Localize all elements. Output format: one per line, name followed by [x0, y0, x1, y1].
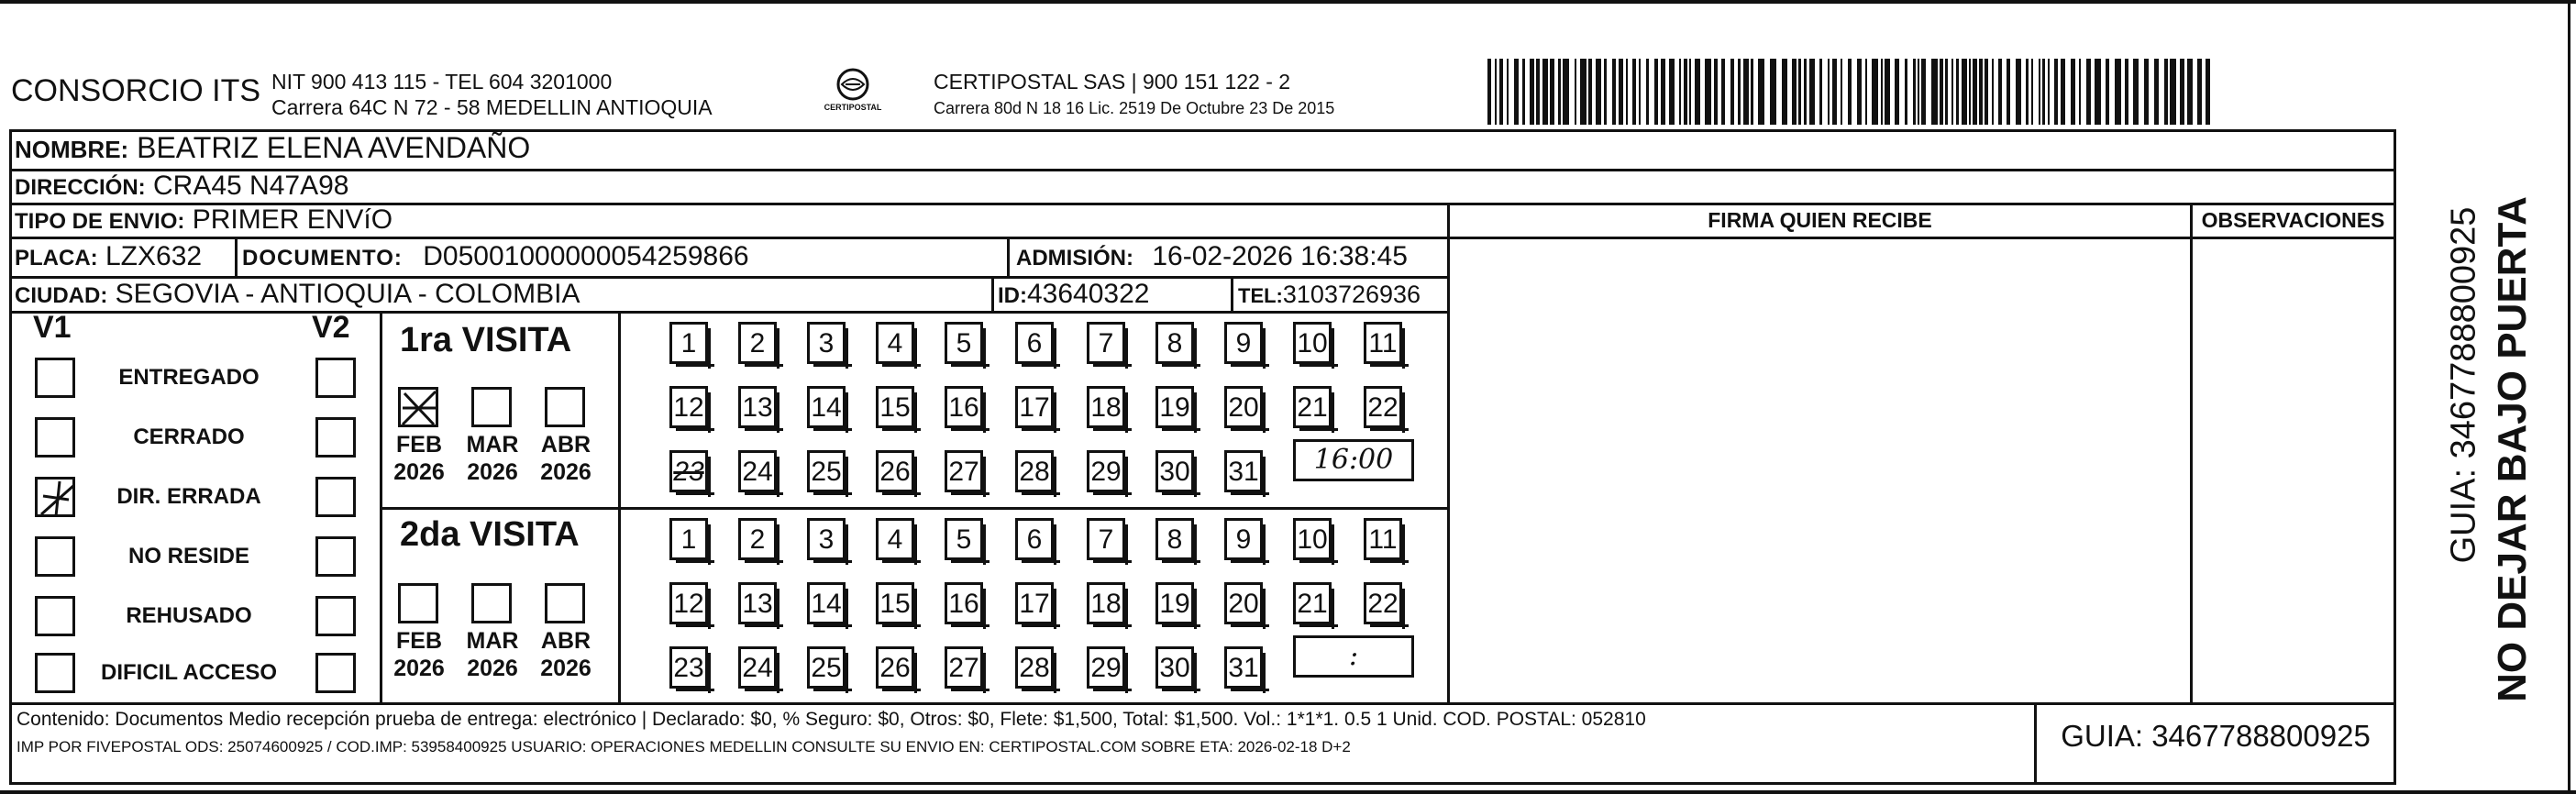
plate-value: LZX632 — [105, 241, 203, 271]
day-box[interactable]: 23 — [669, 646, 708, 689]
barcode-bar — [2016, 59, 2021, 125]
barcode-bar — [1881, 59, 1883, 125]
shipping-type-row — [15, 204, 392, 237]
visit2-title: 2da VISITA — [400, 515, 580, 554]
day-box[interactable]: 9 — [1224, 518, 1263, 560]
logo-text: CERTIPOSTAL — [824, 103, 882, 112]
address-row — [15, 171, 348, 204]
check-mark-icon — [401, 390, 437, 426]
day-box[interactable]: 5 — [945, 322, 983, 364]
day-box[interactable]: 24 — [738, 450, 777, 492]
barcode-bar — [1921, 59, 1926, 125]
day-box[interactable]: 26 — [876, 646, 914, 689]
barcode-bar — [1705, 59, 1711, 125]
name-value: BEATRIZ ELENA AVENDAÑO — [137, 131, 531, 164]
barcode-bar — [1979, 59, 1983, 125]
visit-month-label: ABR — [540, 432, 591, 458]
barcode-bar — [1782, 59, 1787, 125]
barcode-bar — [2079, 59, 2081, 125]
day-box[interactable]: 31 — [1224, 646, 1263, 689]
barcode-bar — [2154, 59, 2159, 125]
barcode-bar — [1945, 59, 1948, 125]
city-field — [15, 279, 580, 310]
barcode-bar — [1758, 59, 1764, 125]
document-value: D05001000000054259866 — [423, 241, 749, 271]
v2-label: V2 — [312, 310, 350, 345]
admission-field — [1016, 241, 1408, 272]
day-box[interactable]: 19 — [1155, 582, 1194, 624]
main-left-line — [9, 129, 12, 785]
status-v2-checkbox[interactable] — [315, 358, 356, 398]
barcode-bar — [1913, 59, 1916, 125]
shipping-type-value: PRIMER ENVíO — [192, 204, 393, 235]
company-nit: NIT 900 413 115 - TEL 604 3201000 — [271, 70, 613, 94]
day-box[interactable]: 17 — [1015, 582, 1054, 624]
barcode-bar — [1626, 59, 1628, 125]
visit-month-label: FEB — [396, 432, 442, 458]
barcode-bar — [2039, 59, 2040, 125]
visit-time-box[interactable]: : — [1293, 635, 1414, 678]
divider-signature — [1447, 203, 1450, 704]
day-box[interactable]: 24 — [738, 646, 777, 689]
visit-month-checkbox[interactable] — [471, 387, 512, 427]
visit-month-label: FEB — [396, 628, 442, 654]
barcode-bar — [1714, 59, 1718, 125]
barcode-bar — [1973, 59, 1977, 125]
admission-label: ADMISIÓN: — [1016, 246, 1133, 270]
barcode-bar — [2144, 59, 2149, 125]
status-option-label: REHUSADO — [126, 603, 252, 628]
barcode-bar — [1819, 59, 1822, 125]
status-v2-checkbox[interactable] — [315, 477, 356, 517]
barcode-bar — [1580, 59, 1587, 125]
status-option-label: DIFICIL ACCESO — [100, 660, 277, 685]
row-line-5 — [9, 311, 1449, 314]
barcode-bar — [1695, 59, 1700, 125]
day-box[interactable]: 21 — [1293, 386, 1332, 428]
document-label: DOCUMENTO: — [242, 246, 403, 270]
day-box[interactable]: 11 — [1364, 322, 1402, 364]
day-box[interactable]: 25 — [807, 646, 846, 689]
barcode-bar — [1792, 59, 1797, 125]
certipostal-logo — [812, 66, 894, 121]
day-box[interactable]: 30 — [1155, 646, 1194, 689]
day-box[interactable]: 29 — [1087, 646, 1125, 689]
barcode-bar — [1956, 59, 1959, 125]
barcode-bar — [2031, 59, 2033, 125]
address-value: CRA45 N47A98 — [153, 171, 349, 201]
day-box[interactable]: 28 — [1015, 646, 1054, 689]
visit-month-checkbox[interactable] — [398, 387, 438, 427]
barcode — [1487, 59, 2214, 125]
barcode-bar — [2187, 59, 2193, 125]
day-box[interactable]: 1 — [669, 322, 708, 364]
carrier-address: Carrera 80d N 18 16 Lic. 2519 De Octubre 23 De 2015 — [934, 99, 1335, 117]
divider-admission — [1007, 237, 1010, 276]
barcode-bar — [1563, 59, 1569, 125]
day-box[interactable]: 8 — [1155, 322, 1194, 364]
barcode-bar — [1865, 59, 1867, 125]
signature-header: FIRMA QUIEN RECIBE — [1708, 208, 1932, 232]
visit-month-year: 2026 — [467, 656, 518, 681]
visit-month-label: ABR — [540, 628, 591, 654]
barcode-bar — [1536, 59, 1540, 125]
status-v1-checkbox[interactable] — [35, 477, 75, 517]
barcode-bar — [1962, 59, 1967, 125]
barcode-bar — [1770, 59, 1776, 125]
visit-month-year: 2026 — [540, 459, 591, 485]
day-box[interactable]: 15 — [876, 582, 914, 624]
barcode-bar — [1992, 59, 1994, 125]
barcode-bar — [1809, 59, 1815, 125]
day-box[interactable]: 11 — [1364, 518, 1402, 560]
status-v1-checkbox[interactable] — [35, 417, 75, 458]
day-box[interactable]: 12 — [669, 582, 708, 624]
barcode-bar — [2086, 59, 2091, 125]
status-option-label: ENTREGADO — [118, 365, 260, 390]
side-notice: NO DEJAR BAJO PUERTA — [2490, 196, 2535, 702]
day-box[interactable]: 2 — [738, 322, 777, 364]
bottom-border — [0, 790, 2576, 794]
main-right-line — [2394, 129, 2396, 785]
barcode-bar — [1857, 59, 1862, 125]
divider-tel — [1231, 276, 1233, 311]
status-option-label: CERRADO — [133, 425, 245, 449]
barcode-bar — [1738, 59, 1741, 125]
barcode-bar — [1604, 59, 1607, 125]
barcode-bar — [2071, 59, 2075, 125]
barcode-bar — [1654, 59, 1658, 125]
barcode-bar — [1872, 59, 1878, 125]
day-box[interactable]: 14 — [807, 386, 846, 428]
barcode-bar — [2095, 59, 2101, 125]
day-box[interactable]: 20 — [1224, 582, 1263, 624]
barcode-bar — [2026, 59, 2029, 125]
top-border — [0, 0, 2576, 4]
side-guide: GUIA: 3467788800925 — [2444, 206, 2483, 564]
barcode-bar — [1679, 59, 1681, 125]
day-box[interactable]: 3 — [807, 322, 846, 364]
day-box[interactable]: 5 — [945, 518, 983, 560]
barcode-bar — [1905, 59, 1907, 125]
status-v1-checkbox[interactable] — [35, 536, 75, 577]
day-box[interactable]: 4 — [876, 518, 914, 560]
id-value: 43640322 — [1027, 279, 1150, 309]
day-box[interactable]: 12 — [669, 386, 708, 428]
tel-field — [1238, 281, 1421, 309]
day-box[interactable]: 27 — [945, 450, 983, 492]
name-row — [15, 131, 530, 168]
city-value: SEGOVIA - ANTIOQUIA - COLOMBIA — [115, 279, 580, 309]
barcode-bar — [1798, 59, 1801, 125]
barcode-bar — [1684, 59, 1687, 125]
carrier-name: CERTIPOSTAL SAS | 900 151 122 - 2 — [934, 70, 1291, 94]
barcode-bar — [1931, 59, 1938, 125]
check-mark-icon — [38, 480, 78, 520]
name-label: NOMBRE: — [15, 136, 129, 163]
day-box[interactable]: 1 — [669, 518, 708, 560]
visit-month-checkbox[interactable] — [545, 387, 585, 427]
barcode-bar — [1619, 59, 1623, 125]
visit-month-year: 2026 — [467, 459, 518, 485]
day-box[interactable]: 4 — [876, 322, 914, 364]
barcode-bar — [2042, 59, 2045, 125]
day-box[interactable]: 29 — [1087, 450, 1125, 492]
barcode-bar — [2180, 59, 2184, 125]
status-v2-checkbox[interactable] — [315, 417, 356, 458]
footer-guide: GUIA: 3467788800925 — [2061, 719, 2371, 753]
day-box[interactable]: 17 — [1015, 386, 1054, 428]
divider-footer-guide — [2034, 702, 2037, 782]
id-field — [998, 279, 1149, 310]
plate-label: PLACA: — [15, 246, 98, 270]
day-box[interactable]: 31 — [1224, 450, 1263, 492]
barcode-bar — [1669, 59, 1675, 125]
divider-observations — [2190, 203, 2193, 704]
id-label: ID: — [998, 283, 1027, 308]
visit-month-label: MAR — [466, 628, 519, 654]
barcode-bar — [1885, 59, 1890, 125]
day-box[interactable]: 16 — [945, 386, 983, 428]
barcode-bar — [1632, 59, 1636, 125]
status-v1-checkbox[interactable] — [35, 358, 75, 398]
day-box[interactable]: 28 — [1015, 450, 1054, 492]
status-option-label: NO RESIDE — [127, 544, 250, 568]
barcode-bar — [1575, 59, 1576, 125]
status-v2-checkbox[interactable] — [315, 653, 356, 693]
main-bottom-line — [9, 782, 2396, 785]
day-box[interactable]: 8 — [1155, 518, 1194, 560]
day-box[interactable]: 16 — [945, 582, 983, 624]
barcode-bar — [1951, 59, 1953, 125]
visit-month-checkbox[interactable] — [471, 583, 512, 623]
day-box[interactable]: 25 — [807, 450, 846, 492]
barcode-bar — [1969, 59, 1971, 125]
barcode-bar — [1721, 59, 1725, 125]
day-box[interactable]: 30 — [1155, 450, 1194, 492]
v1-label: V1 — [33, 310, 72, 345]
day-box[interactable]: 6 — [1015, 322, 1054, 364]
status-v2-checkbox[interactable] — [315, 596, 356, 636]
barcode-bar — [1558, 59, 1561, 125]
day-box[interactable]: 10 — [1293, 518, 1332, 560]
divider-id — [991, 276, 994, 311]
admission-value: 16-02-2026 16:38:45 — [1152, 241, 1408, 271]
visit-time-box[interactable]: 16:00 — [1293, 439, 1414, 481]
barcode-bar — [1596, 59, 1601, 125]
barcode-bar — [1514, 59, 1519, 125]
status-v2-checkbox[interactable] — [315, 536, 356, 577]
barcode-bar — [1940, 59, 1943, 125]
document-field — [242, 241, 749, 272]
barcode-bar — [2007, 59, 2010, 125]
day-box[interactable]: 3 — [807, 518, 846, 560]
address-label: DIRECCIÓN: — [15, 175, 146, 200]
barcode-bar — [2106, 59, 2109, 125]
tel-label: TEL: — [1238, 284, 1283, 307]
company-address: Carrera 64C N 72 - 58 MEDELLIN ANTIOQUIA — [271, 95, 713, 119]
divider-plate — [235, 237, 238, 276]
barcode-bar — [1487, 59, 1491, 125]
barcode-bar — [1828, 59, 1830, 125]
barcode-bar — [1522, 59, 1525, 125]
status-v1-checkbox[interactable] — [35, 653, 75, 693]
day-box[interactable]: 6 — [1015, 518, 1054, 560]
visit-month-year: 2026 — [540, 656, 591, 681]
tel-value: 3103726936 — [1282, 281, 1421, 308]
barcode-bar — [1998, 59, 2002, 125]
barcode-bar — [1895, 59, 1899, 125]
barcode-bar — [2197, 59, 2202, 125]
barcode-bar — [1985, 59, 1988, 125]
day-box[interactable]: 14 — [807, 582, 846, 624]
barcode-bar — [1588, 59, 1592, 125]
visit-month-year: 2026 — [393, 656, 445, 681]
observations-header: OBSERVACIONES — [2201, 208, 2385, 232]
barcode-bar — [1804, 59, 1807, 125]
barcode-bar — [2061, 59, 2065, 125]
barcode-bar — [2206, 59, 2210, 125]
day-box[interactable]: 22 — [1364, 582, 1402, 624]
barcode-bar — [1848, 59, 1852, 125]
barcode-bar — [1495, 59, 1497, 125]
visit-month-label: MAR — [466, 432, 519, 458]
barcode-bar — [2054, 59, 2058, 125]
day-box[interactable]: 7 — [1087, 322, 1125, 364]
barcode-bar — [2164, 59, 2168, 125]
company-name: CONSORCIO ITS — [11, 73, 261, 108]
day-box[interactable]: 23 — [669, 450, 708, 492]
barcode-bar — [1730, 59, 1734, 125]
barcode-bar — [1918, 59, 1919, 125]
barcode-bar — [2125, 59, 2128, 125]
barcode-bar — [1550, 59, 1554, 125]
day-box[interactable]: 15 — [876, 386, 914, 428]
day-box[interactable]: 27 — [945, 646, 983, 689]
visit-divider — [380, 507, 1449, 510]
barcode-bar — [1751, 59, 1753, 125]
barcode-bar — [1841, 59, 1842, 125]
row-line-3b — [1449, 237, 2396, 239]
row-line-footer — [9, 702, 2396, 705]
status-option-label: DIR. ERRADA — [116, 484, 261, 509]
day-box[interactable]: 9 — [1224, 322, 1263, 364]
barcode-bar — [1743, 59, 1749, 125]
day-box[interactable]: 21 — [1293, 582, 1332, 624]
day-box[interactable]: 22 — [1364, 386, 1402, 428]
shipping-type-label: TIPO DE ENVIO: — [15, 209, 185, 234]
barcode-bar — [2133, 59, 2139, 125]
visit-month-checkbox[interactable] — [545, 583, 585, 623]
barcode-bar — [1507, 59, 1509, 125]
visit-month-year: 2026 — [393, 459, 445, 485]
barcode-bar — [1612, 59, 1616, 125]
barcode-bar — [1646, 59, 1649, 125]
visit1-title: 1ra VISITA — [400, 321, 572, 359]
day-box[interactable]: 10 — [1293, 322, 1332, 364]
day-box[interactable]: 26 — [876, 450, 914, 492]
day-box[interactable]: 7 — [1087, 518, 1125, 560]
day-box[interactable]: 18 — [1087, 386, 1125, 428]
row-line-1 — [9, 169, 2396, 171]
barcode-bar — [1530, 59, 1534, 125]
barcode-bar — [1542, 59, 1548, 125]
right-border — [2568, 0, 2570, 794]
barcode-bar — [1639, 59, 1641, 125]
city-label: CIUDAD: — [15, 283, 108, 308]
status-v1-checkbox[interactable] — [35, 596, 75, 636]
barcode-bar — [1499, 59, 1503, 125]
footer-print-info: IMP POR FIVEPOSTAL ODS: 25074600925 / COD.IMP: 53958400925 USUARIO: OPERACIONES MEDELLIN CONSULTE SU ENVIO EN: CERTIPOSTAL.COM SOBRE ETA: 2026-02-18 D+2 — [17, 738, 1351, 755]
day-box[interactable]: 19 — [1155, 386, 1194, 428]
footer-contents: Contenido: Documentos Medio recepción prueba de entrega: electrónico | Declarado: $0, % Seguro: $0, Otros: $0, Flete: $1,500, Total: $1,500. Vol.: 1*1*1. 0.5 1 Unid. COD. POSTAL: 052810 — [17, 709, 1646, 730]
day-box[interactable]: 20 — [1224, 386, 1263, 428]
day-box[interactable]: 13 — [738, 582, 777, 624]
barcode-bar — [1832, 59, 1837, 125]
visit-month-checkbox[interactable] — [398, 583, 438, 623]
day-box[interactable]: 18 — [1087, 582, 1125, 624]
barcode-bar — [1661, 59, 1665, 125]
day-box[interactable]: 13 — [738, 386, 777, 428]
barcode-bar — [2170, 59, 2176, 125]
barcode-bar — [2115, 59, 2121, 125]
barcode-bar — [1689, 59, 1691, 125]
plate-field — [15, 241, 202, 272]
day-box[interactable]: 2 — [738, 518, 777, 560]
barcode-bar — [2048, 59, 2050, 125]
